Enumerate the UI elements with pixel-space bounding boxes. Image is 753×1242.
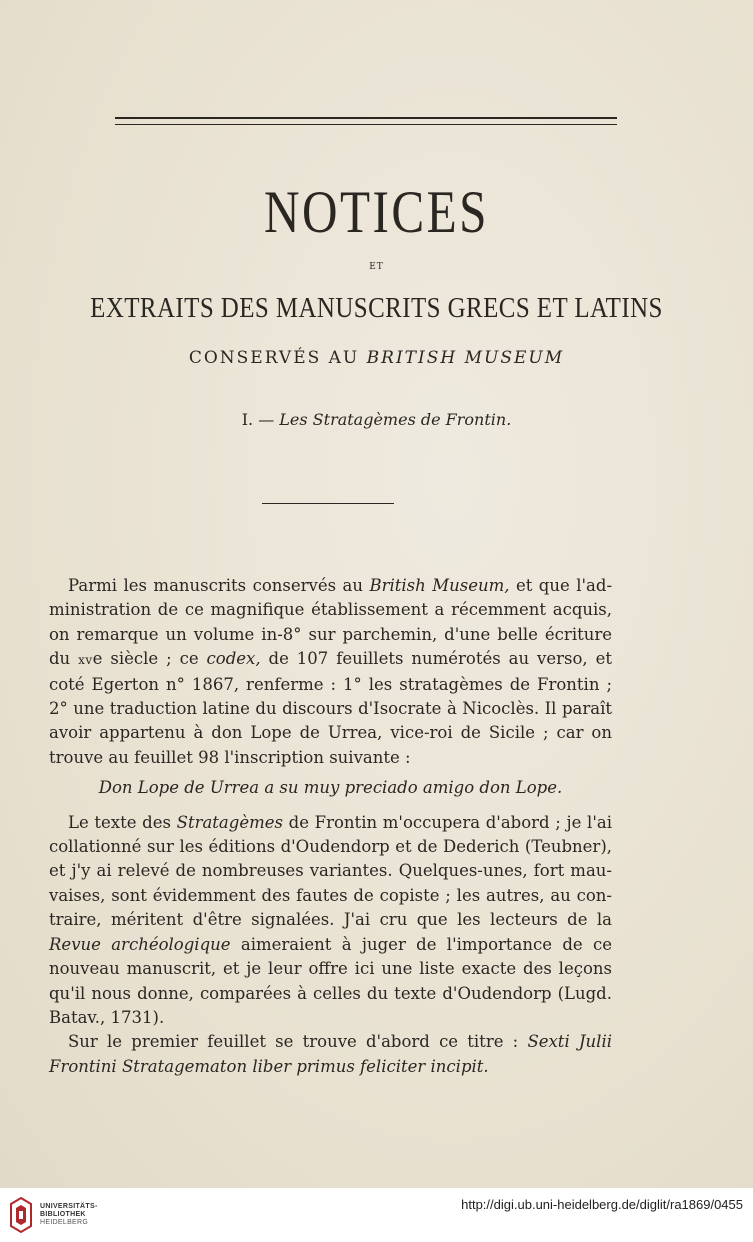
page-subtitle: EXTRAITS DES MANUSCRITS GRECS ET LATINS [90,292,663,324]
text-run: Le texte des [68,812,177,832]
text-run: Revue archéologique [49,934,231,954]
text-run: de Frontin m'occupera d'abord ; je l'ai collationné sur les éditions d'Oudendorp et de Dederich (Teubner), et j'y ai relevé de nombreuses variantes. Quelques-unes, fort mauvaises, sont évidemment des fautes de copiste ; les autres, au contraire, méritent d'être signalées. J'ai cru que les lecteurs de la [49,812,612,930]
text-run: aimeraient à juger de l'importance de ce nouveau manuscrit, et je leur offre ici une liste exacte des leçons qu'il nous donne, comparées à celles du texte d'Oudendorp (Lugd. Batav., 1731). [49,934,613,1027]
logo-line-1: UNIVERSITÄTS- [40,1203,98,1210]
provenance-prefix: CONSERVÉS AU [188,348,367,368]
library-logo-text [40,1203,98,1227]
text-run: Sexti Julii Frontini Stratagematon liber primus feliciter incipit. [49,1032,612,1076]
section-title: Les Stratagèmes de Frontin. [279,410,512,429]
page-title: NOTICES [264,179,489,245]
inscription-quote: Don Lope de Urrea a su muy preciado amigo don Lope. [98,778,563,798]
provenance-museum: BRITISH MUSEUM [366,348,565,368]
logo-line-3: HEIDELBERG [40,1219,89,1226]
conjunction-et: ET [369,262,384,272]
body-text [49,574,612,1079]
paragraph-1 [49,574,612,770]
logo-line-2: BIBLIOTHEK [40,1211,86,1218]
section-heading [0,410,753,429]
text-run: Parmi les manuscrits conservés au [68,576,370,595]
text-run: et que l'administration de ce magnifique établissement a récemment acquis, on remarque un volume in-8° sur parchemin, d'une belle écriture du [49,576,613,669]
text-run: British Museum, [369,576,510,595]
header-rule-top [115,117,617,119]
text-run: e siècle ; ce [92,649,207,669]
header-rule-bottom [115,124,617,125]
text-run: Sur le premier feuillet se trouve d'abord ce titre : [68,1032,528,1052]
permalink-url[interactable]: http://digi.ub.uni-heidelberg.de/diglit/ra1869/0455 [461,1197,743,1212]
provenance-line [0,348,753,368]
paragraph-2 [49,811,612,1031]
section-number: I. — [241,410,280,429]
text-run: codex, [206,649,261,669]
text-run: de 107 feuillets numérotés au verso, et coté Egerton n° 1867, renferme : 1° les stratagèmes de Frontin ; 2° une traduction latine du discours d'Isocrate à Nicoclès. Il paraît avoir appartenu à don Lope de Urrea, vice-roi de Sicile ; car on trouve au feuillet 98 l'inscription suivante : [49,649,612,767]
text-run: Stratagèmes [176,812,283,832]
text-run: xv [78,653,93,668]
section-divider [262,503,394,504]
paragraph-3 [49,1030,612,1079]
library-logo-icon [9,1196,33,1234]
